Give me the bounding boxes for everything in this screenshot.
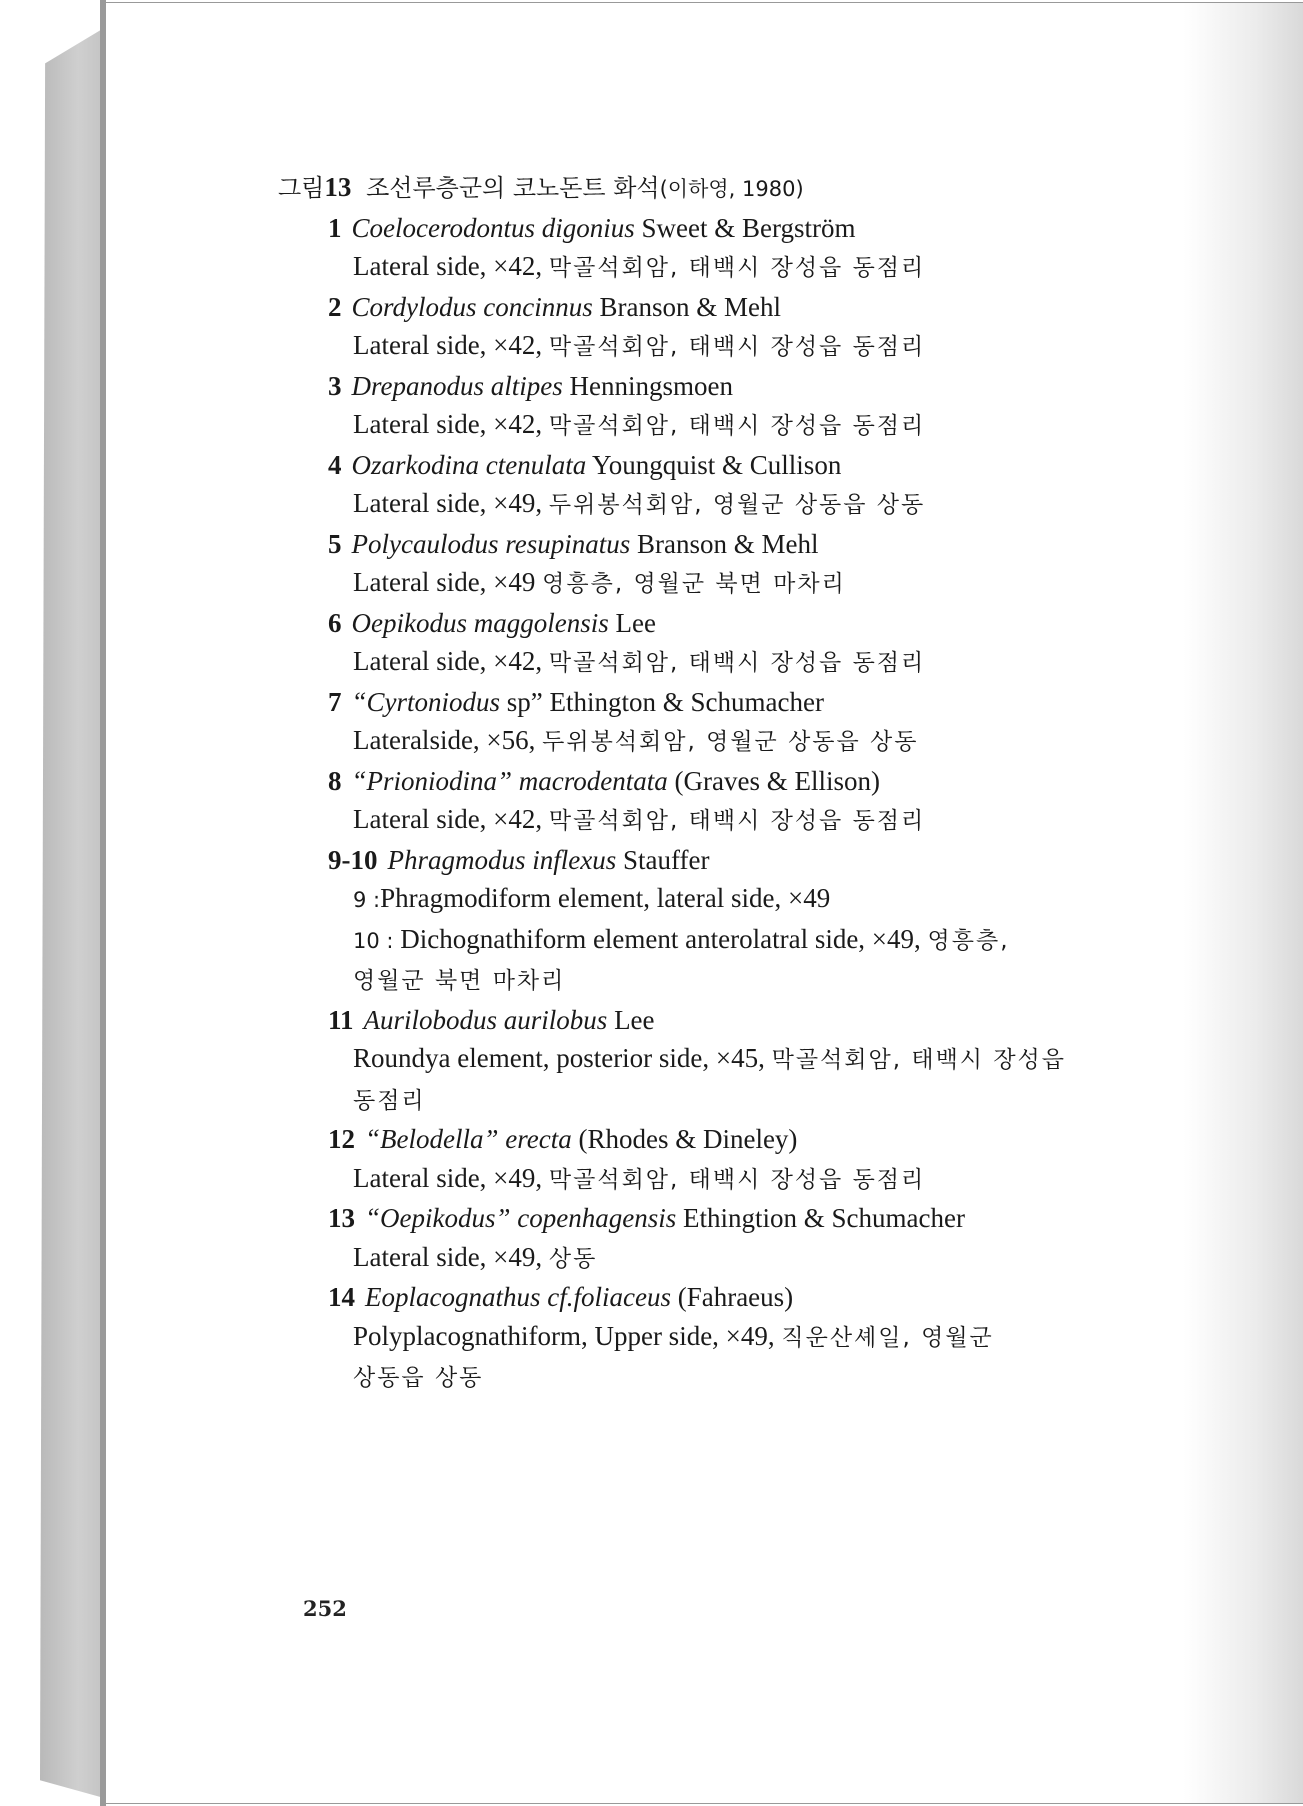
author-name: Henningsmoen <box>569 370 733 401</box>
author-name: sp” Ethington & Schumacher <box>506 686 824 717</box>
list-item <box>328 604 1158 683</box>
genus-name: “Oepikodus” <box>365 1203 511 1233</box>
author-name: Branson & Mehl <box>637 528 819 559</box>
genus-name: Polycaulodus <box>351 528 499 559</box>
genus-name: “Cyrtoniodus <box>351 686 501 717</box>
locality-text: 동점리 <box>353 1087 426 1114</box>
species-name: concinnus <box>483 291 593 322</box>
figure-caption <box>278 168 1158 209</box>
detail-text: Polyplacognathiform, Upper side, ×49, <box>353 1320 775 1351</box>
entry-number: 7 <box>328 686 342 717</box>
figure-citation: (이하영, 1980) <box>659 177 804 201</box>
detail-text: Lateral side, ×42, <box>353 251 543 281</box>
figure-label: 그림 <box>278 174 325 202</box>
sub-item-text: Phragmodiform element, lateral side, ×49 <box>380 883 831 913</box>
genus-name: Oepikodus <box>351 607 467 638</box>
figure-number: 13 <box>324 172 352 202</box>
entry-number: 12 <box>328 1124 355 1154</box>
genus-name: “Prioniodina” <box>351 765 513 796</box>
locality-text: 막골석회암, 태백시 장성읍 동점리 <box>548 808 926 834</box>
locality-text: 막골석회암, 태백시 장성읍 동점리 <box>548 334 926 360</box>
locality-text: 막골석회암, 태백시 장성읍 동점리 <box>548 413 926 439</box>
author-name: Stauffer <box>623 844 710 875</box>
author-name: Lee <box>614 1004 655 1035</box>
sub-item-number: 10 : <box>353 928 394 953</box>
entry-number: 13 <box>328 1203 355 1233</box>
locality-text: 막골석회암, 태백시 장성읍 동점리 <box>548 650 926 676</box>
detail-text: Lateral side, ×49, <box>353 1241 543 1272</box>
genus-name: Eoplacognathus <box>365 1282 541 1312</box>
locality-text: 막골석회암, 태백시 장성읍 동점리 <box>548 1166 926 1193</box>
genus-name: Cordylodus <box>351 291 477 322</box>
list-item <box>328 841 1158 1001</box>
entry-number: 14 <box>328 1282 355 1312</box>
author-name: (Rhodes & Dineley) <box>578 1124 798 1154</box>
species-name: inflexus <box>532 844 617 875</box>
entry-number: 2 <box>328 291 342 322</box>
entry-number: 9-10 <box>328 844 378 875</box>
author-name: Youngquist & Cullison <box>591 449 842 480</box>
page-number: 252 <box>303 1596 347 1621</box>
detail-text: Lateral side, ×42, <box>353 646 543 676</box>
list-item <box>328 525 1158 604</box>
locality-text: 두위봉석회암, 영월군 상동읍 상동 <box>548 492 926 518</box>
locality-text: 막골석회암, 태백시 장성읍 동점리 <box>548 255 926 281</box>
page-edge <box>100 0 106 1806</box>
list-item <box>328 1001 1158 1121</box>
genus-name: Drepanodus <box>351 370 484 401</box>
list-item <box>328 446 1158 525</box>
species-name: macrodentata <box>518 765 668 796</box>
author-name: Ethingtion & Schumacher <box>682 1203 965 1233</box>
author-name: Sweet & Bergström <box>641 212 856 243</box>
detail-text: Lateral side, ×49, <box>353 488 543 518</box>
locality-text: 직운산셰일, 영월군 <box>781 1324 994 1351</box>
locality-text: 막골석회암, 태백시 장성읍 <box>771 1047 1066 1073</box>
species-name: ctenulata <box>485 449 587 480</box>
genus-name: Phragmodus <box>387 844 526 875</box>
list-item <box>328 762 1158 841</box>
list-item <box>328 209 1158 288</box>
list-item <box>328 288 1158 367</box>
entry-number: 6 <box>328 607 342 638</box>
species-name: erecta <box>505 1124 572 1154</box>
author-name: Branson & Mehl <box>599 291 781 322</box>
species-name: digonius <box>541 212 635 243</box>
author-name: (Graves & Ellison) <box>674 765 880 796</box>
locality-text: 상동 <box>548 1245 598 1272</box>
species-name: resupinatus <box>505 528 631 559</box>
figure-caption-block <box>278 168 1158 1398</box>
list-item <box>328 683 1158 762</box>
author-name: (Fahraeus) <box>677 1282 794 1312</box>
sub-item-number: 9 : <box>353 888 381 912</box>
species-name: maggolensis <box>473 607 609 638</box>
detail-text: Lateralside, ×56, <box>353 725 536 755</box>
list-item <box>328 1278 1158 1398</box>
species-name: aurilobus <box>503 1004 608 1035</box>
locality-text: 영월군 북면 마차리 <box>353 968 566 994</box>
detail-text: Lateral side, ×42, <box>353 330 543 360</box>
species-name: altipes <box>490 370 563 401</box>
detail-text: Lateral side, ×42, <box>353 804 543 834</box>
locality-text: 두위봉석회암, 영월군 상동읍 상동 <box>542 729 919 755</box>
genus-name: Ozarkodina <box>351 449 479 480</box>
entry-number: 5 <box>328 528 342 559</box>
species-name: copenhagensis <box>517 1203 677 1233</box>
genus-name: “Belodella” <box>365 1124 499 1154</box>
entry-number: 4 <box>328 449 342 480</box>
detail-text: Lateral side, ×42, <box>353 409 543 439</box>
figure-title: 조선루층군의 코노돈트 화석 <box>366 174 660 202</box>
genus-name: Aurilobodus <box>363 1004 498 1035</box>
list-item <box>328 1120 1158 1199</box>
locality-text: 영흥층, <box>927 927 1010 954</box>
detail-text: Lateral side, ×49 <box>353 567 536 597</box>
detail-text: Roundya element, posterior side, ×45, <box>353 1043 765 1073</box>
detail-text: Lateral side, ×49, <box>353 1162 543 1193</box>
entry-number: 11 <box>328 1004 354 1035</box>
entry-number: 8 <box>328 765 342 796</box>
entry-number: 3 <box>328 370 342 401</box>
species-name: cf.foliaceus <box>547 1282 671 1312</box>
genus-name: Coelocerodontus <box>351 212 535 243</box>
list-item <box>328 367 1158 446</box>
locality-text: 상동읍 상동 <box>353 1365 484 1391</box>
author-name: Lee <box>615 607 656 638</box>
sub-item-text: Dichognathiform element anterolatral side, ×49, <box>400 923 921 954</box>
book-spine <box>40 28 104 1798</box>
list-item <box>328 1199 1158 1278</box>
entry-number: 1 <box>328 212 342 243</box>
locality-text: 영흥층, 영월군 북면 마차리 <box>542 571 846 597</box>
